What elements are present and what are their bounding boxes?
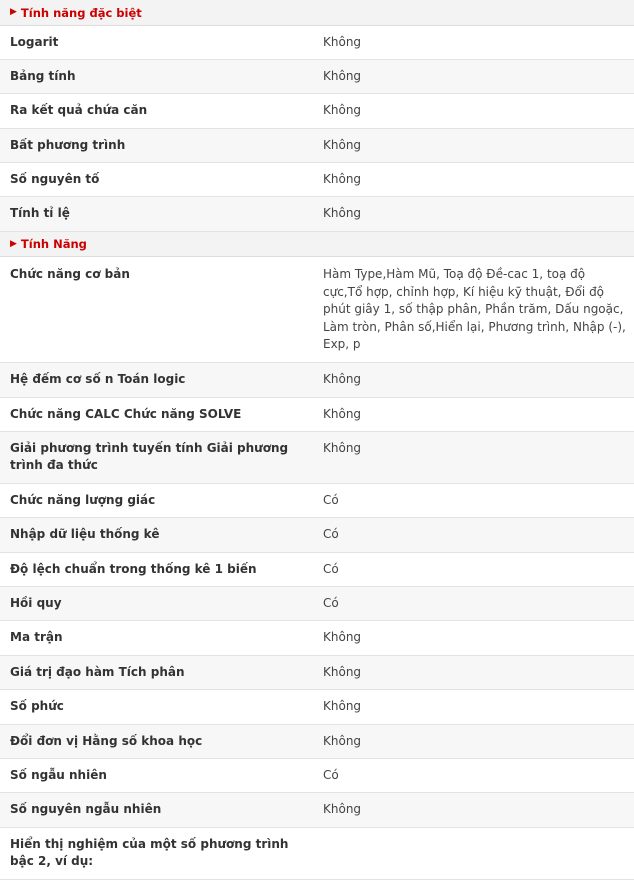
spec-value: Không xyxy=(323,206,362,221)
spec-label: Số ngẫu nhiên xyxy=(10,767,107,782)
table-row xyxy=(0,363,634,397)
spec-label: Giá trị đạo hàm Tích phân xyxy=(10,664,185,679)
spec-value: Không xyxy=(323,699,362,714)
spec-value: Không xyxy=(323,137,362,152)
spec-value: Không xyxy=(323,441,362,456)
spec-label: Số nguyên ngẫu nhiên xyxy=(10,802,162,817)
triangle-right-icon: ▶ xyxy=(10,7,17,17)
table-row xyxy=(0,552,634,586)
section-header-cell xyxy=(0,231,634,257)
spec-value: Có xyxy=(323,596,339,611)
spec-label: Số phức xyxy=(10,699,64,714)
spec-label: Logarit xyxy=(10,34,59,49)
section-header-special-features xyxy=(0,0,634,25)
spec-label: Chức năng cơ bản xyxy=(10,267,130,282)
spec-value: Có xyxy=(323,527,339,542)
spec-label: Ma trận xyxy=(10,630,63,645)
spec-label: Bảng tính xyxy=(10,68,76,83)
spec-label: Tính tỉ lệ xyxy=(10,206,70,221)
table-row xyxy=(0,163,634,197)
table-row xyxy=(0,724,634,758)
spec-value: Không xyxy=(323,68,362,83)
table-row xyxy=(0,397,634,431)
spec-value: Không xyxy=(323,664,362,679)
spec-label: Ra kết quả chứa căn xyxy=(10,103,148,118)
table-row xyxy=(0,793,634,827)
table-row xyxy=(0,197,634,231)
table-row xyxy=(0,587,634,621)
spec-label: Chức năng lượng giác xyxy=(10,492,156,507)
spec-label: Giải phương trình tuyến tính Giải phương trình đa thức xyxy=(10,441,289,473)
spec-label: Hiển thị nghiệm của một số phương trình bậc 2, ví dụ: xyxy=(10,836,289,869)
spec-value: Không xyxy=(323,733,362,748)
spec-label: Nhập dữ liệu thống kê xyxy=(10,527,160,542)
table-row xyxy=(0,621,634,655)
table-row xyxy=(0,655,634,689)
table-row xyxy=(0,483,634,517)
spec-label: Độ lệch chuẩn trong thống kê 1 biến xyxy=(10,561,257,576)
spec-label: Bất phương trình xyxy=(10,137,126,152)
table-row xyxy=(0,128,634,162)
spec-value: Không xyxy=(323,630,362,645)
table-row xyxy=(0,25,634,59)
spec-label: Hồi quy xyxy=(10,596,62,611)
table-row xyxy=(0,59,634,93)
table-row xyxy=(0,432,634,484)
table-row xyxy=(0,257,634,363)
spec-value xyxy=(317,827,634,879)
spec-value: Có xyxy=(323,767,339,782)
spec-value: Có xyxy=(323,561,339,576)
spec-value: Hàm Type,Hàm Mũ, Toạ độ Đề-cac 1, toạ độ cực,Tổ hợp, chỉnh hợp, Kí hiệu kỹ thuật, Đổi độ phút giây 1, số thập phân, Phần trăm, Dấu ngoặc, Làm tròn, Phân số,Hiển lại, Phương trình, Nhập (-), Exp, p xyxy=(323,267,626,351)
spec-label: Hệ đếm cơ số n Toán logic xyxy=(10,372,186,387)
section-title: Tính Năng xyxy=(20,237,87,252)
spec-value: Không xyxy=(323,372,362,387)
triangle-right-icon: ▶ xyxy=(10,238,17,249)
spec-value: Không xyxy=(323,406,362,421)
spec-value: Không xyxy=(323,802,362,817)
spec-label: Đổi đơn vị Hằng số khoa học xyxy=(10,733,203,748)
spec-label: Chức năng CALC Chức năng SOLVE xyxy=(10,406,242,421)
spec-value: Không xyxy=(323,103,362,118)
spec-label: Số nguyên tố xyxy=(10,172,100,187)
section-title: Tính năng đặc biệt xyxy=(20,5,142,20)
spec-value: Không xyxy=(323,34,362,49)
section-header-features xyxy=(0,231,634,257)
table-row xyxy=(0,827,634,879)
table-row xyxy=(0,94,634,128)
section-header-cell xyxy=(0,0,634,25)
spec-value: Có xyxy=(323,492,339,507)
table-row xyxy=(0,758,634,792)
spec-value: Không xyxy=(323,172,362,187)
table-row xyxy=(0,690,634,724)
table-row xyxy=(0,518,634,552)
